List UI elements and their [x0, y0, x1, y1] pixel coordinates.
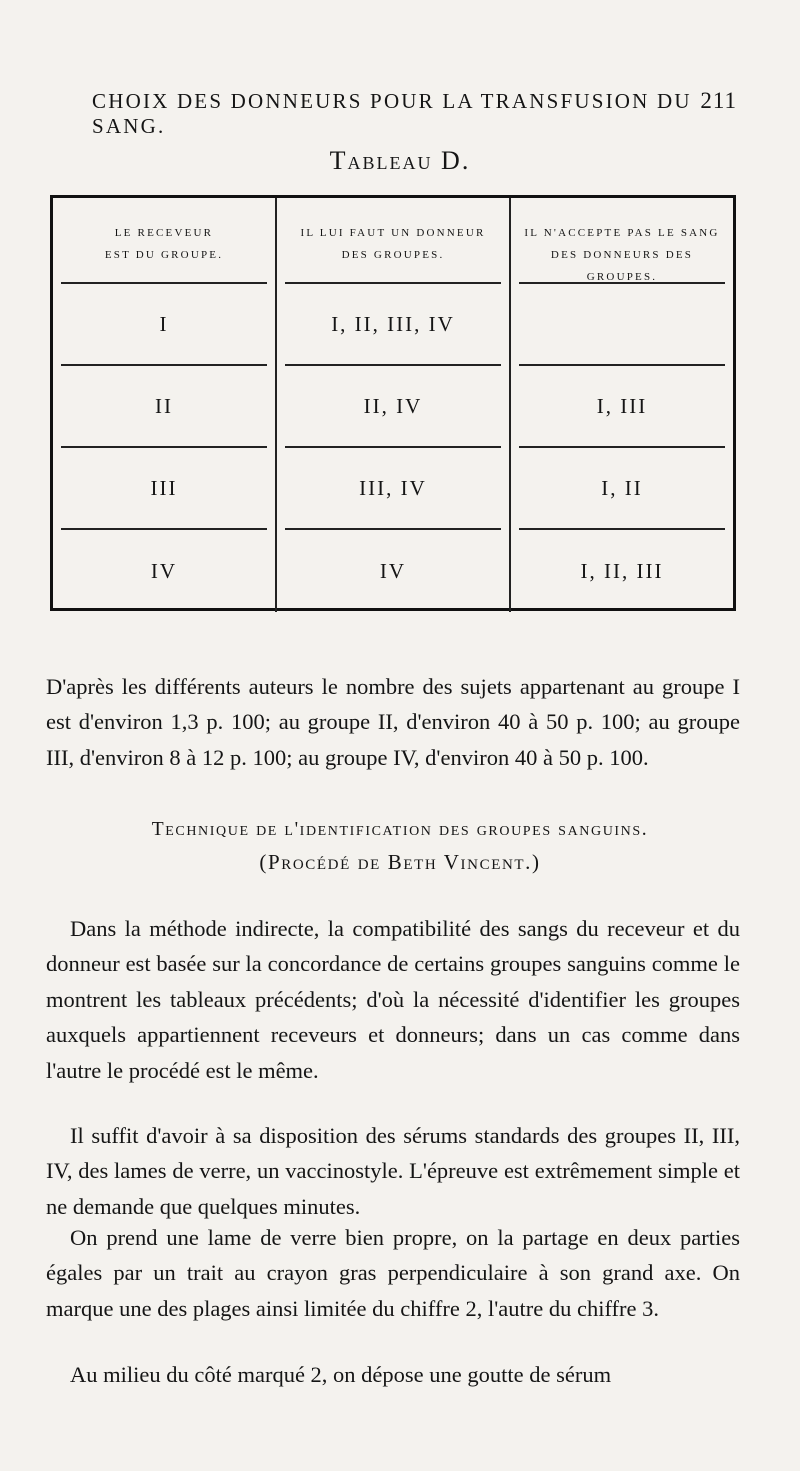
- page-number: 211: [700, 88, 737, 113]
- table-cell: III: [61, 448, 267, 530]
- table-column-receiver: [53, 198, 275, 612]
- table-cell: I, II: [519, 448, 725, 530]
- table-cell: III, IV: [285, 448, 501, 530]
- table-cell: I, II, III: [580, 558, 664, 583]
- paragraph-indirect-method: Dans la méthode indirecte, la compatibilité des sangs du receveur et du donneur est basée sur la concordance de certains groupes sanguins comme le montrent les tableaux précédents; d'où la nécessité d'identifier les groupes auxquels appartiennent receveurs et donneurs; dans un cas comme dans l'autre le procédé est le même.: [46, 915, 740, 1083]
- running-head-title: CHOIX DES DONNEURS POUR LA TRANSFUSION DU SANG.: [92, 89, 692, 138]
- paragraph-materials: Il suffit d'avoir à sa disposition des sérums standards des groupes II, III, IV, des lames de verre, un vaccinostyle. L'épreuve est extrêmement simple et ne demande que quelques minutes.: [46, 1122, 740, 1219]
- table-cell: II: [61, 366, 267, 448]
- header-line: DES GROUPES.: [341, 249, 445, 261]
- section-title-line: Technique de l'identification des groupes sanguins.: [151, 819, 649, 840]
- table-column-donor: [275, 198, 509, 612]
- table-cell: IV: [150, 558, 178, 583]
- paragraph-glass-slide: On prend une lame de verre bien propre, on la partage en deux parties égales par un trait au crayon gras perpendiculaire à son grand axe. On marque une des plages ainsi limitée du chiffre 2, l'autre du chiffre 3.: [46, 1224, 740, 1321]
- table-header: [519, 198, 725, 284]
- section-subtitle: (Procédé de Beth Vincent.): [259, 850, 541, 874]
- header-line: EST DU GROUPE.: [104, 249, 224, 261]
- paragraph-serum-drop: Au milieu du côté marqué 2, on dépose une goutte de sérum: [70, 1361, 612, 1387]
- header-line: IL LUI FAUT UN DONNEUR: [300, 227, 486, 239]
- table-cell: II, IV: [285, 366, 501, 448]
- table-column-refused: [509, 198, 733, 612]
- table-cell: [519, 284, 725, 366]
- header-line: DES DONNEURS DES GROUPES.: [550, 249, 694, 283]
- table-cell: I: [61, 284, 267, 366]
- table-cell: I, III: [519, 366, 725, 448]
- header-line: IL N'ACCEPTE PAS LE SANG: [524, 227, 720, 239]
- header-line: LE RECEVEUR: [114, 227, 214, 239]
- table-header: [61, 198, 267, 284]
- running-head: [92, 88, 737, 139]
- blood-group-table: [50, 195, 736, 611]
- paragraph-group-frequencies: D'après les différents auteurs le nombre des sujets appartenant au groupe I est d'environ 1,3 p. 100; au groupe II, d'environ 40 à 50 p. 100; au groupe III, d'environ 8 à 12 p. 100; au groupe IV, d'environ 40 à 50 p. 100.: [46, 673, 740, 770]
- table-header: [285, 198, 501, 284]
- table-cell: I, II, III, IV: [285, 284, 501, 366]
- table-cell: IV: [379, 558, 407, 583]
- section-title: [0, 814, 800, 878]
- table-title: Tableau D.: [329, 146, 471, 175]
